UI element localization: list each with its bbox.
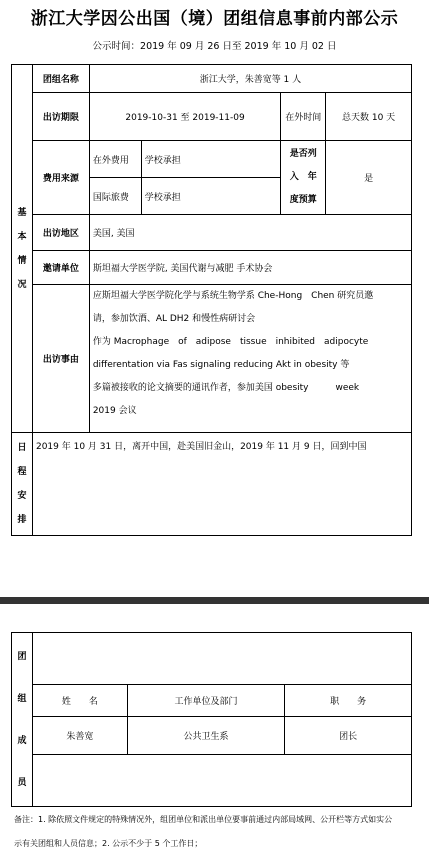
region-label: 出访地区 [32, 215, 89, 251]
intl-travel-label: 国际旅费 [89, 178, 141, 215]
members-top-spacer [32, 633, 411, 685]
period-label: 出访期限 [32, 93, 89, 141]
budget-value: 是 [326, 141, 412, 215]
purpose-label: 出访事由 [32, 285, 89, 433]
schedule-value: 2019 年 10 月 31 日，离开中国，赴美国旧金山，2019 年 11 月 9 日，回到中国 [32, 433, 411, 536]
member-header-unit: 工作单位及部门 [127, 685, 285, 717]
region-value: 美国, 美国 [89, 215, 411, 251]
members-bottom-spacer [32, 755, 411, 807]
days-abroad-value: 总天数 10 天 [326, 93, 412, 141]
schedule-section-label: 日 程 安 排 [12, 433, 33, 536]
member-name: 朱善宽 [32, 717, 127, 755]
budget-label: 是否列 入 年 度预算 [281, 141, 326, 215]
footnote-line: 示有关团组和人员信息；2. 公示不少于 5 个工作日； [14, 839, 203, 848]
funding-label: 费用来源 [32, 141, 89, 215]
period-value: 2019-10-31 至 2019-11-09 [89, 93, 280, 141]
expense-abroad-value: 学校承担 [141, 141, 281, 178]
page-break-bar [0, 597, 429, 604]
member-header-title: 职 务 [285, 685, 412, 717]
basic-info-table [11, 64, 412, 536]
members-section-label: 团 组 成 员 [12, 633, 33, 807]
purpose-value: 应斯坦福大学医学院化学与系统生物学系 Che-Hong Chen 研究员邀 请，参加饮酒、AL DH2 和慢性病研讨会 作为 Macrophage of adipose tissue inhibited adipocyte differentation via Fas signaling reducing Akt in obesity 等 多篇被接收的论文摘要的通讯作者，参加美国 obesity week 2019 会议 [89, 285, 411, 433]
member-header-name: 姓 名 [32, 685, 127, 717]
table-row [12, 717, 412, 755]
footnote-line: 备注：1. 除依照文件规定的特殊情况外，组团单位和派出单位要事前通过内部局域网、公开栏等方式如实公 [14, 815, 393, 824]
member-title: 团长 [285, 717, 412, 755]
members-table [11, 632, 412, 807]
member-unit: 公共卫生系 [127, 717, 285, 755]
inviter-value: 斯坦福大学医学院, 美国代谢与减肥 手术协会 [89, 251, 411, 285]
page-title: 浙江大学因公出国（境）团组信息事前内部公示 [30, 9, 399, 29]
footnote [14, 808, 424, 856]
group-name-label: 团组名称 [32, 65, 89, 93]
days-abroad-label: 在外时间 [281, 93, 326, 141]
publish-time: 公示时间：2019 年 09 月 26 日至 2019 年 10 月 02 日 [92, 41, 337, 52]
basic-section-label: 基 本 情 况 [12, 65, 33, 433]
inviter-label: 邀请单位 [32, 251, 89, 285]
expense-abroad-label: 在外费用 [89, 141, 141, 178]
intl-travel-value: 学校承担 [141, 178, 281, 215]
group-name-value: 浙江大学，朱善宽等 1 人 [89, 65, 411, 93]
